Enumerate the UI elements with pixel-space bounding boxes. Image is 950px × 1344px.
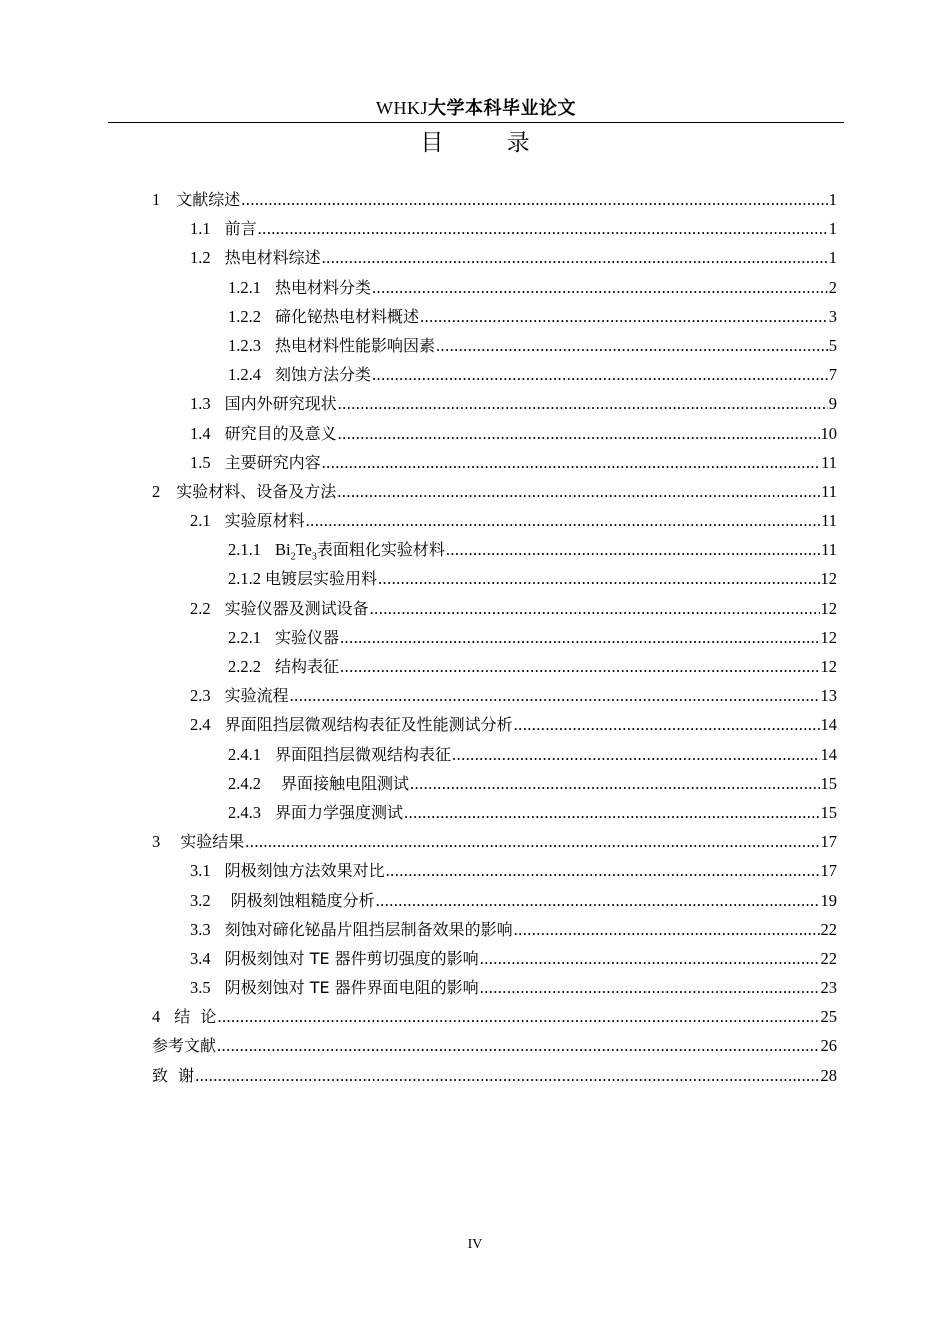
toc-entry[interactable] (152, 800, 837, 829)
toc-entry-number: 1.2.4 (228, 365, 261, 385)
dot-leader (436, 336, 828, 356)
toc-entry-title: 阴极刻蚀方法效果对比 (224, 861, 385, 881)
toc-entry[interactable] (152, 391, 837, 420)
toc-entry-page: 11 (821, 540, 837, 560)
dot-leader (322, 453, 820, 473)
toc-entry-title: 实验流程 (224, 686, 289, 706)
toc-entry-page: 14 (820, 744, 837, 764)
toc-entry-number: 1.5 (190, 452, 211, 472)
toc-entry-title: 刻蚀方法分类 (275, 365, 372, 385)
toc-entry-number: 2.1 (190, 511, 211, 531)
chemical-formula: $Bi_2Te_3$ (275, 540, 317, 563)
toc-entry-title: 电镀层实验用料 (265, 569, 378, 589)
dot-leader (338, 394, 828, 414)
toc-entry-label (228, 566, 377, 589)
dot-leader (452, 745, 819, 765)
toc-entry-title: 实验仪器及测试设备 (224, 598, 369, 618)
toc-entry-label (190, 858, 385, 881)
toc-entry-page: 14 (820, 715, 837, 735)
toc-entry-label (152, 1033, 216, 1056)
dot-leader (217, 1007, 819, 1027)
toc-entry-label (190, 391, 337, 414)
toc-entry-label (228, 654, 339, 677)
toc-entry-page: 11 (821, 452, 837, 472)
toc-entry-label (190, 216, 257, 239)
toc-entry[interactable] (152, 566, 837, 595)
toc-entry-number: 2.2 (190, 598, 211, 618)
toc-entry[interactable] (152, 946, 837, 975)
toc-entry-title: 实验仪器 (275, 627, 340, 647)
toc-title-text: 目 录 (420, 130, 558, 156)
running-header (108, 96, 844, 121)
dot-leader (245, 832, 819, 852)
toc-entry-number: 2.4.1 (228, 744, 261, 764)
toc-entry-label (190, 421, 337, 444)
dot-leader (241, 190, 827, 210)
toc-entry[interactable] (152, 712, 837, 741)
toc-entry-page: 1 (828, 190, 837, 209)
toc-entry-label (228, 742, 451, 765)
dot-leader (514, 715, 820, 735)
toc-entry-label (228, 800, 403, 823)
dot-leader (514, 920, 820, 940)
dot-leader (372, 278, 828, 298)
toc-entry-title: 界面阻挡层微观结构表征 (275, 744, 452, 764)
table-of-contents (152, 187, 837, 1092)
toc-entry-page: 7 (828, 365, 837, 385)
dot-leader (217, 1036, 819, 1056)
dot-leader (372, 365, 828, 385)
toc-entry[interactable] (152, 304, 837, 333)
toc-entry-label (190, 683, 289, 706)
dot-leader (446, 540, 820, 560)
dot-leader (258, 219, 828, 239)
dot-leader (337, 482, 820, 502)
page-number: IV (467, 1237, 483, 1252)
toc-entry-title: 实验材料、设备及方法 (176, 481, 337, 501)
toc-entry-page: 13 (820, 686, 837, 706)
toc-entry-page: 22 (820, 919, 837, 939)
toc-entry-number: 4 (152, 1007, 161, 1027)
toc-entry-title: 结 论 (174, 1007, 217, 1027)
toc-entry-title: 致 谢 (152, 1065, 195, 1085)
toc-entry-number: 3.2 (190, 890, 211, 910)
toc-entry-number: 3 (152, 832, 161, 852)
toc-entry-page: 17 (820, 832, 837, 852)
toc-entry-number: 3.4 (190, 948, 211, 968)
toc-entry-title: 刻蚀对碲化铋晶片阻挡层制备效果的影响 (224, 919, 513, 939)
toc-entry-title: 热电材料分类 (275, 277, 372, 297)
toc-entry[interactable] (152, 1004, 837, 1033)
toc-entry-title: 实验原材料 (224, 511, 305, 531)
dot-leader (340, 628, 819, 648)
toc-entry-title: 结构表征 (275, 657, 340, 676)
toc-entry[interactable] (152, 508, 837, 537)
toc-entry-title: 热电材料性能影响因素 (275, 335, 436, 355)
toc-entry-page: 2 (828, 277, 837, 297)
toc-entry-label (190, 450, 321, 473)
toc-entry-page: 1 (828, 248, 837, 268)
toc-entry-page: 12 (820, 598, 837, 618)
toc-entry-page: 17 (820, 861, 837, 881)
toc-entry-page: 3 (828, 306, 837, 326)
toc-entry-title: 阴极刻蚀对 TE 器件剪切强度的影响 (224, 948, 479, 968)
toc-entry-number: 2.4.2 (228, 773, 261, 793)
toc-entry-title: 实验结果 (180, 832, 245, 852)
toc-entry-number: 2.3 (190, 686, 211, 706)
toc-entry[interactable] (152, 216, 837, 245)
toc-entry[interactable] (152, 421, 837, 450)
toc-entry-page: 22 (820, 948, 837, 968)
toc-entry-page: 12 (820, 657, 837, 676)
toc-entry-number: 1.2.3 (228, 335, 261, 355)
toc-entry-number: 1 (152, 190, 161, 209)
toc-entry[interactable] (152, 742, 837, 771)
toc-entry-number: 1.2 (190, 248, 211, 268)
toc-entry-number: 1.3 (190, 394, 211, 414)
toc-entry-number: 2.4 (190, 715, 211, 735)
toc-entry-number: 1.2.2 (228, 306, 261, 326)
toc-entry-label (228, 275, 371, 298)
toc-entry[interactable] (152, 975, 837, 1004)
toc-title (0, 128, 950, 158)
toc-entry-number: 2 (152, 481, 161, 501)
toc-entry-number: 3.3 (190, 919, 211, 939)
dot-leader (322, 248, 828, 268)
dot-leader (480, 949, 820, 969)
toc-entry[interactable] (152, 450, 837, 479)
dot-leader (480, 978, 820, 998)
toc-entry-label (152, 479, 336, 502)
toc-entry[interactable] (152, 829, 837, 858)
toc-entry-label (190, 975, 479, 998)
toc-entry-label (228, 771, 409, 794)
toc-entry[interactable] (152, 596, 837, 625)
toc-entry-label (190, 596, 369, 619)
toc-entry-title: 参考文献 (152, 1036, 217, 1056)
toc-entry-title: 研究目的及意义 (224, 423, 337, 443)
toc-entry-title: 界面阻挡层微观结构表征及性能测试分析 (224, 715, 513, 735)
toc-entry-number: 2.2.1 (228, 627, 261, 647)
toc-entry-title: 表面粗化实验材料 (316, 540, 445, 560)
toc-entry-label (152, 187, 240, 210)
toc-entry[interactable] (152, 1063, 837, 1092)
dot-leader (410, 774, 819, 794)
toc-entry-label (228, 333, 435, 356)
toc-entry[interactable] (152, 771, 837, 800)
toc-entry-label (228, 304, 419, 327)
toc-entry-page: 15 (820, 773, 837, 793)
dot-leader (386, 861, 820, 881)
toc-entry-label (228, 537, 445, 562)
toc-entry-title: 主要研究内容 (224, 452, 321, 472)
toc-entry-page: 26 (820, 1036, 837, 1056)
dot-leader (376, 891, 820, 911)
toc-entry-page: 19 (820, 890, 837, 910)
header-rule (108, 122, 844, 123)
toc-entry-label (190, 508, 305, 531)
toc-entry-label (152, 1004, 216, 1027)
header-latin: WHKJ (376, 98, 428, 118)
toc-entry-page: 11 (821, 481, 837, 501)
toc-entry[interactable] (152, 275, 837, 304)
toc-entry-label (190, 245, 321, 268)
toc-entry-page: 10 (820, 423, 837, 443)
toc-entry[interactable] (152, 1033, 837, 1062)
toc-entry[interactable] (152, 245, 837, 274)
toc-entry-title: 界面接触电阻测试 (281, 773, 410, 793)
toc-entry[interactable] (152, 625, 837, 654)
toc-entry[interactable] (152, 537, 837, 566)
toc-entry[interactable] (152, 858, 837, 887)
toc-entry[interactable] (152, 654, 837, 683)
header-title: 大学本科毕业论文 (428, 98, 576, 119)
toc-entry-title: 阴极刻蚀粗糙度分析 (230, 890, 375, 910)
toc-entry-page: 12 (820, 627, 837, 647)
toc-entry-title: 热电材料综述 (224, 248, 321, 268)
toc-entry-label (190, 917, 513, 940)
dot-leader (340, 657, 819, 677)
toc-entry-page: 23 (820, 978, 837, 998)
toc-entry-number: 1.2.1 (228, 277, 261, 297)
dot-leader (420, 307, 828, 327)
toc-entry[interactable] (152, 362, 837, 391)
dot-leader (306, 511, 820, 531)
toc-entry-label (152, 829, 244, 852)
toc-entry-label (190, 712, 513, 735)
toc-entry-number: 3.1 (190, 861, 211, 881)
toc-entry-title: 前言 (224, 219, 257, 239)
toc-entry-title: 阴极刻蚀对 TE 器件界面电阻的影响 (224, 978, 479, 998)
toc-entry-label (190, 888, 375, 911)
toc-entry[interactable] (152, 333, 837, 362)
toc-entry[interactable] (152, 479, 837, 508)
toc-entry-label (190, 946, 479, 969)
toc-entry[interactable] (152, 683, 837, 712)
toc-entry-number: 1.4 (190, 423, 211, 443)
dot-leader (290, 686, 820, 706)
toc-entry-number: 1.1 (190, 219, 211, 239)
toc-entry-title: 碲化铋热电材料概述 (275, 306, 420, 326)
toc-entry[interactable] (152, 888, 837, 917)
toc-entry-page: 1 (828, 219, 837, 239)
toc-entry-number: 3.5 (190, 978, 211, 998)
toc-entry-title: 界面力学强度测试 (275, 802, 404, 822)
toc-entry-number: 2.1.1 (228, 540, 261, 560)
dot-leader (370, 599, 820, 619)
toc-entry-page: 11 (821, 511, 837, 531)
toc-entry[interactable] (152, 917, 837, 946)
dot-leader (338, 424, 820, 444)
dot-leader (195, 1066, 819, 1086)
dot-leader (404, 803, 819, 823)
toc-entry-number: 2.2.2 (228, 657, 261, 676)
toc-entry-page: 12 (820, 569, 837, 589)
toc-entry[interactable] (152, 187, 837, 216)
toc-entry-page: 5 (828, 335, 837, 355)
toc-entry-label (152, 1063, 194, 1086)
toc-entry-page: 9 (828, 394, 837, 414)
toc-entry-label (228, 625, 339, 648)
toc-entry-number: 2.4.3 (228, 802, 261, 822)
toc-entry-page: 25 (820, 1007, 837, 1027)
toc-entry-title: 文献综述 (176, 190, 241, 209)
toc-entry-title: 国内外研究现状 (224, 394, 337, 414)
toc-entry-page: 28 (820, 1065, 837, 1085)
toc-entry-label (228, 362, 371, 385)
toc-entry-number: 2.1.2 (228, 569, 261, 589)
dot-leader (378, 569, 819, 589)
toc-entry-page: 15 (820, 802, 837, 822)
